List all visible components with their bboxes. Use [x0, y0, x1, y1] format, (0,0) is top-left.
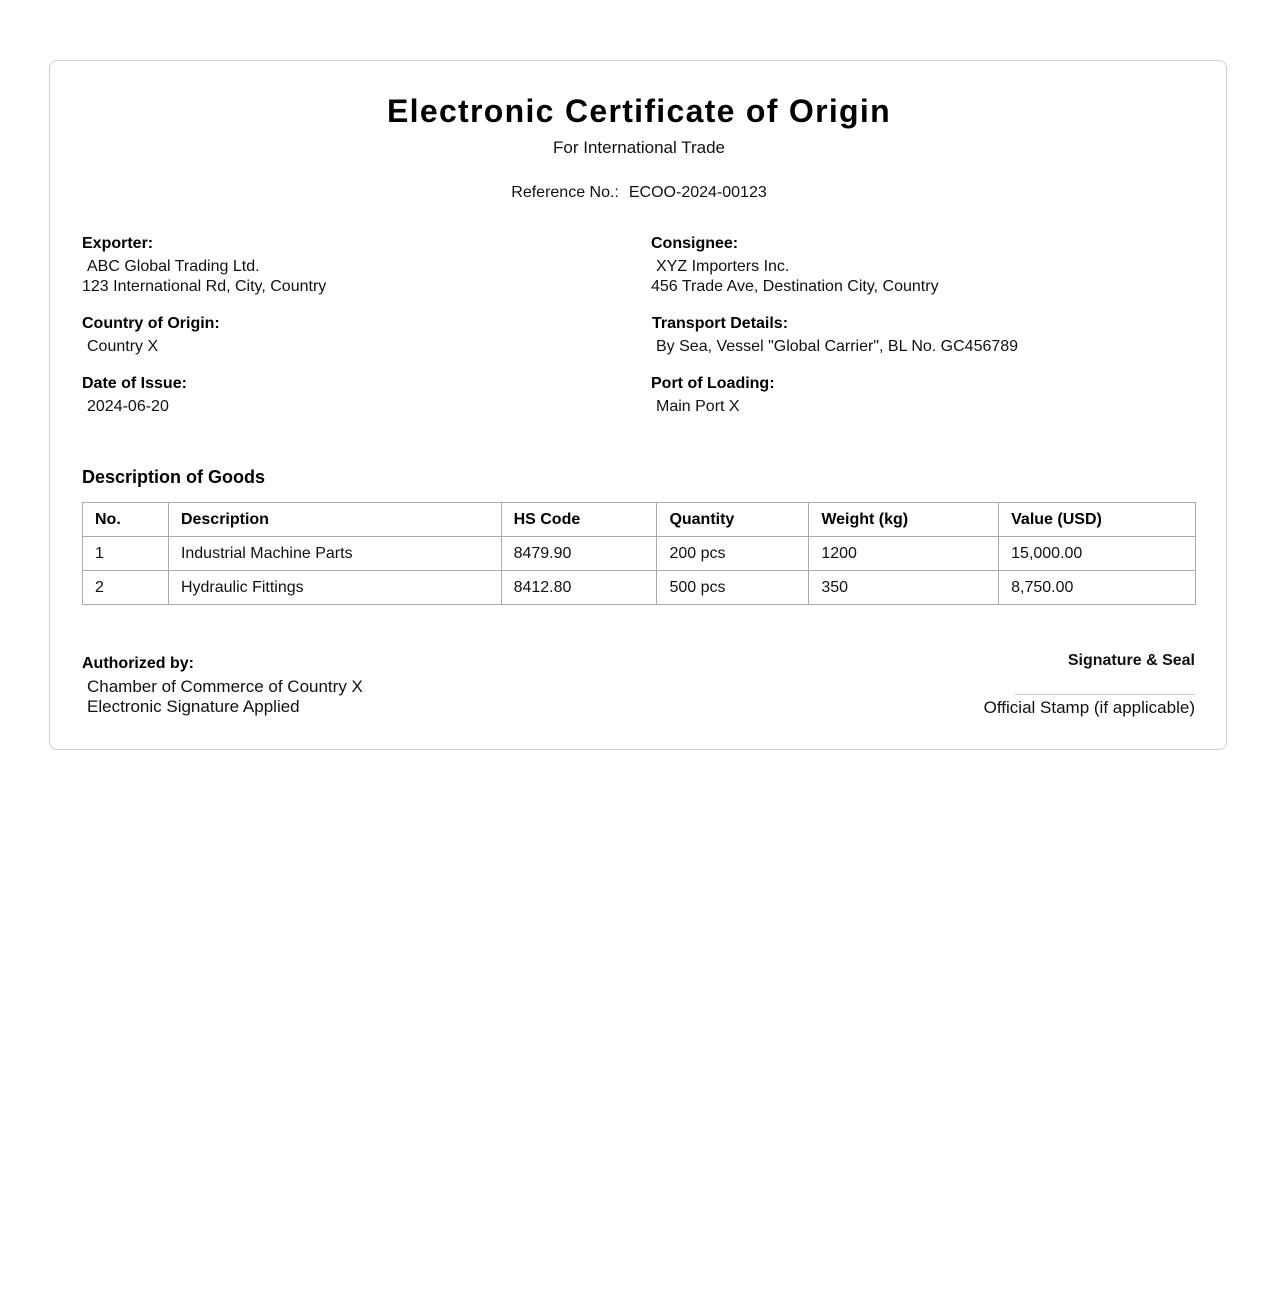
- cell-no: 2: [83, 571, 169, 605]
- electronic-signature-note: Electronic Signature Applied: [87, 697, 300, 716]
- country-of-origin-value: Country X: [87, 338, 159, 355]
- transport-details-value: By Sea, Vessel "Global Carrier", BL No. GC456789: [656, 338, 1019, 355]
- table-row: [83, 571, 1196, 605]
- date-of-issue-block: [82, 374, 187, 417]
- cell-weight: 1200: [809, 537, 999, 571]
- exporter-name: ABC Global Trading Ltd.: [87, 258, 260, 275]
- port-of-loading-block: [651, 374, 775, 417]
- column-header-quantity: Quantity: [657, 503, 809, 537]
- signature-line: [1015, 694, 1195, 695]
- column-header-no: No.: [83, 503, 169, 537]
- page-subtitle: For International Trade: [553, 138, 725, 157]
- transport-details-block: [652, 314, 1018, 357]
- date-of-issue-value: 2024-06-20: [87, 398, 169, 415]
- column-header-value: Value (USD): [999, 503, 1196, 537]
- cell-description: Hydraulic Fittings: [168, 571, 501, 605]
- cell-value: 15,000.00: [999, 537, 1196, 571]
- cell-quantity: 200 pcs: [657, 537, 809, 571]
- table-header-row: [83, 503, 1196, 537]
- table-row: [83, 537, 1196, 571]
- page-title: Electronic Certificate of Origin: [387, 93, 891, 129]
- exporter-label: Exporter:: [82, 235, 154, 252]
- consignee-block: [651, 234, 939, 297]
- column-header-description: Description: [168, 503, 501, 537]
- goods-table: [82, 502, 1196, 605]
- exporter-block: [82, 234, 326, 297]
- cell-description: Industrial Machine Parts: [168, 537, 501, 571]
- cell-value: 8,750.00: [999, 571, 1196, 605]
- official-stamp-note: Official Stamp (if applicable): [983, 698, 1195, 717]
- country-of-origin-label: Country of Origin:: [82, 315, 220, 332]
- column-header-hs-code: HS Code: [501, 503, 657, 537]
- reference-value: ECOO-2024-00123: [628, 184, 767, 201]
- transport-details-label: Transport Details:: [652, 315, 789, 332]
- cell-hs-code: 8479.90: [501, 537, 657, 571]
- country-of-origin-block: [82, 314, 220, 357]
- consignee-name: XYZ Importers Inc.: [656, 258, 790, 275]
- cell-hs-code: 8412.80: [501, 571, 657, 605]
- port-of-loading-label: Port of Loading:: [651, 375, 775, 392]
- column-header-weight: Weight (kg): [809, 503, 999, 537]
- cell-weight: 350: [809, 571, 999, 605]
- cell-quantity: 500 pcs: [657, 571, 809, 605]
- exporter-address: 123 International Rd, City, Country: [82, 278, 327, 295]
- authority-name: Chamber of Commerce of Country X: [87, 677, 363, 696]
- authorization-block: [82, 654, 363, 717]
- port-of-loading-value: Main Port X: [656, 398, 740, 415]
- certificate-card: [49, 60, 1227, 750]
- reference-number: [50, 183, 1228, 203]
- date-of-issue-label: Date of Issue:: [82, 375, 187, 392]
- consignee-label: Consignee:: [651, 235, 739, 252]
- cell-no: 1: [83, 537, 169, 571]
- authorized-by-label: Authorized by:: [82, 655, 194, 672]
- reference-label: Reference No.:: [511, 184, 619, 201]
- consignee-address: 456 Trade Ave, Destination City, Country: [651, 278, 939, 295]
- goods-section-title: Description of Goods: [82, 467, 266, 487]
- signature-seal-title: Signature & Seal: [1067, 652, 1195, 669]
